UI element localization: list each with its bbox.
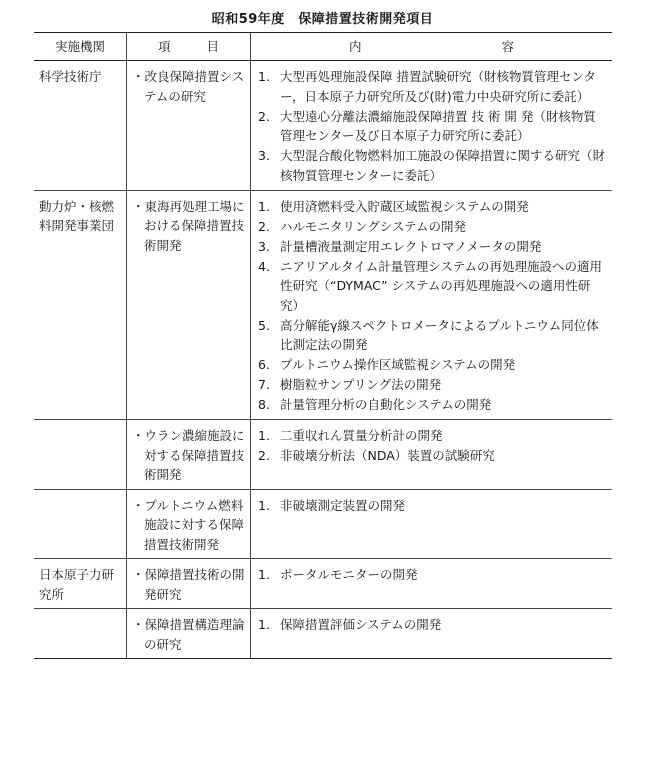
- header-content-char-2: 容: [501, 38, 515, 54]
- item-text: 二重収れん質量分析計の開発: [280, 428, 443, 443]
- item-number: 3.: [258, 148, 270, 163]
- content-cell: [251, 559, 613, 609]
- item-text: 大型遠心分離法濃縮施設保障措置 技 術 開 発（財核物質管理センター及び日本原子力研究所に委託）: [280, 108, 596, 143]
- item-number: 1.: [258, 497, 270, 513]
- content-list: [256, 615, 608, 635]
- content-cell: [251, 489, 613, 559]
- list-item: [256, 496, 608, 516]
- item-text: ポータルモニターの開発: [280, 567, 418, 582]
- item-text: 樹脂粒サンプリング法の開発: [280, 377, 442, 392]
- content-cell: [251, 420, 613, 490]
- item-number: 6.: [258, 357, 270, 372]
- agency-cell: [34, 609, 127, 659]
- item-text: 計量槽液量測定用エレクトロマノメータの開発: [280, 238, 542, 254]
- header-agency: 実施機関: [34, 33, 127, 61]
- content-list: [256, 496, 608, 516]
- content-list: [256, 67, 608, 185]
- list-item: [256, 197, 608, 217]
- agency-cell: [34, 489, 127, 559]
- item-number: 2.: [258, 448, 270, 463]
- list-item: [256, 316, 608, 355]
- project-title: ・保障措置構造理論の研究: [132, 617, 245, 652]
- item-text: 使用済燃料受入貯蔵区域監視システムの開発: [280, 198, 529, 214]
- list-item: [256, 615, 608, 635]
- item-number: 1.: [258, 617, 270, 632]
- list-item: [256, 257, 608, 316]
- item-number: 1.: [258, 567, 270, 582]
- item-text: 計量管理分析の自動化システムの開発: [280, 397, 492, 412]
- safeguards-table: [34, 32, 612, 659]
- page-title: 昭和59年度 保障措置技術開発項目: [211, 12, 434, 27]
- list-item: [256, 355, 608, 375]
- project-title: ・保障措置技術の開発研究: [132, 567, 245, 602]
- list-item: [256, 107, 608, 146]
- item-text: プルトニウム操作区域監視システムの開発: [280, 357, 516, 372]
- item-text: ニアリアルタイム計量管理システムの再処理施設への適用性研究（“DYMAC” システムの再処理施設への適用性研究）: [280, 258, 603, 313]
- item-text: 非破壊分析法（NDA）装置の試験研究: [280, 448, 495, 463]
- list-item: [256, 146, 608, 185]
- header-project: [127, 33, 251, 61]
- list-item: [256, 426, 608, 446]
- content-list: [256, 426, 608, 466]
- header-content: [251, 33, 613, 61]
- item-text: 保障措置評価システムの開発: [280, 617, 442, 632]
- list-item: [256, 565, 608, 585]
- project-title: ・東海再処理工場における保障措置技術開発: [132, 198, 245, 253]
- header-project-char-2: 目: [206, 38, 220, 54]
- item-number: 8.: [258, 397, 270, 412]
- item-text: 大型再処理施設保障 措置試験研究（財核物質管理センター，日本原子力研究所及び(財)電力中央研究所に委託）: [280, 69, 596, 104]
- agency-cell: 日本原子力研究所: [34, 559, 127, 609]
- list-item: [256, 446, 608, 466]
- item-number: 1.: [258, 428, 270, 443]
- list-item: [256, 375, 608, 395]
- content-cell: [251, 609, 613, 659]
- item-number: 1.: [258, 198, 270, 214]
- item-number: 7.: [258, 377, 270, 392]
- table-row: [34, 489, 612, 559]
- item-text: ハルモニタリングシステムの開発: [280, 218, 467, 234]
- item-number: 5.: [258, 317, 270, 333]
- project-cell: [127, 190, 251, 420]
- project-title: ・ウラン濃縮施設に対する保障措置技術開発: [132, 428, 245, 482]
- content-cell: [251, 190, 613, 420]
- project-cell: [127, 420, 251, 490]
- agency-cell: 科学技術庁: [34, 61, 127, 191]
- list-item: [256, 395, 608, 415]
- table-row: [34, 559, 612, 609]
- project-cell: [127, 559, 251, 609]
- item-text: 高分解能γ線スペクトロメータによるプルトニウム同位体比測定法の開発: [280, 317, 599, 352]
- table-row: [34, 420, 612, 490]
- item-number: 4.: [258, 258, 270, 274]
- item-number: 3.: [258, 238, 270, 254]
- list-item: [256, 67, 608, 106]
- table-header-row: [34, 33, 612, 61]
- content-list: [256, 197, 608, 415]
- project-cell: [127, 489, 251, 559]
- header-content-char-1: 内: [348, 38, 362, 54]
- content-cell: [251, 61, 613, 191]
- table-row: [34, 190, 612, 420]
- table-row: [34, 609, 612, 659]
- project-cell: [127, 61, 251, 191]
- header-project-char-1: 項: [157, 38, 171, 54]
- content-list: [256, 565, 608, 585]
- project-title: ・改良保障措置システムの研究: [132, 69, 245, 104]
- project-title: ・プルトニウム燃料施設に対する保障措置技術開発: [132, 497, 245, 552]
- item-text: 非破壊測定装置の開発: [280, 497, 406, 513]
- agency-cell: 動力炉・核燃料開発事業団: [34, 190, 127, 420]
- table-body: [34, 61, 612, 659]
- agency-cell: [34, 420, 127, 490]
- list-item: [256, 217, 608, 237]
- table-row: [34, 61, 612, 191]
- item-number: 2.: [258, 108, 270, 124]
- project-cell: [127, 609, 251, 659]
- item-text: 大型混合酸化物燃料加工施設の保障措置に関する研究（財核物質管理センターに委託）: [280, 148, 606, 183]
- item-number: 2.: [258, 218, 270, 234]
- list-item: [256, 237, 608, 257]
- item-number: 1.: [258, 69, 270, 84]
